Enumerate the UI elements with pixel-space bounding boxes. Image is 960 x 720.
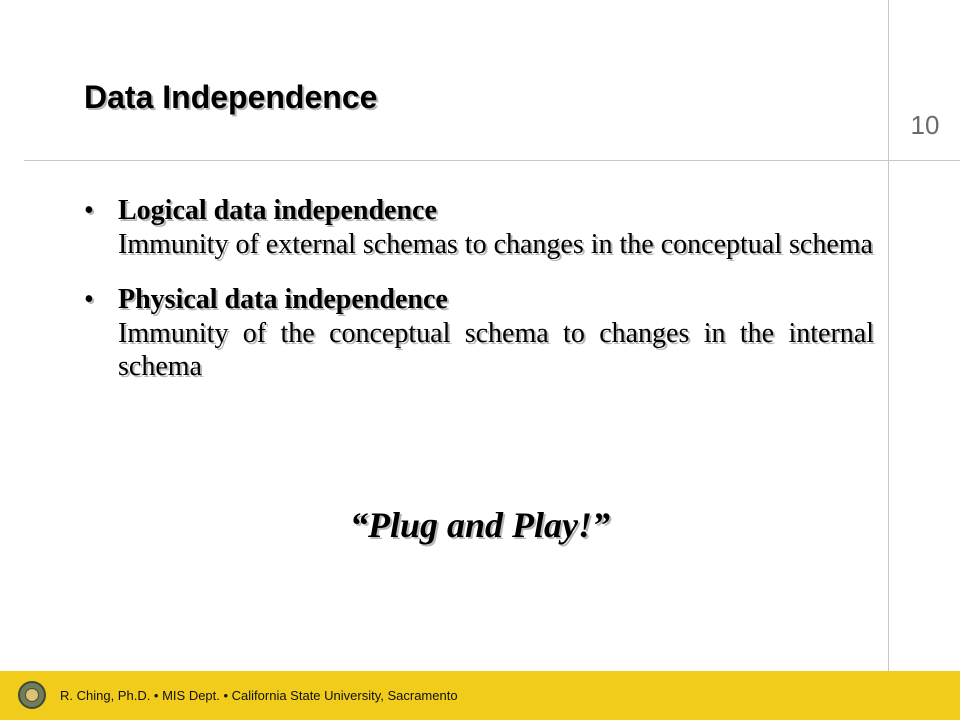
- bullet-heading: Logical data independence: [118, 195, 437, 226]
- footer-credit: R. Ching, Ph.D. • MIS Dept. • California State University, Sacramento: [60, 688, 458, 703]
- bullet-list: [84, 194, 874, 406]
- vertical-divider: [888, 0, 889, 720]
- bullet-body: Immunity of external schemas to changes in the conceptual schema: [118, 228, 873, 260]
- bullet-heading: Physical data independence: [118, 284, 448, 316]
- university-seal-icon: [18, 681, 46, 709]
- bullet-item: [84, 283, 874, 384]
- bullet-body: Immunity of the conceptual schema to changes in the internal schema: [118, 317, 874, 383]
- seal-center: [25, 688, 39, 702]
- footer-bar: [0, 671, 960, 720]
- horizontal-divider: [24, 160, 960, 161]
- quote-text: “Plug and Play!”: [349, 505, 610, 545]
- bullet-icon: •: [84, 195, 94, 226]
- page-number: 10: [910, 110, 940, 140]
- slide-title: Data Independence: [84, 79, 378, 115]
- bullet-icon: •: [84, 284, 94, 316]
- bullet-item: [84, 194, 874, 261]
